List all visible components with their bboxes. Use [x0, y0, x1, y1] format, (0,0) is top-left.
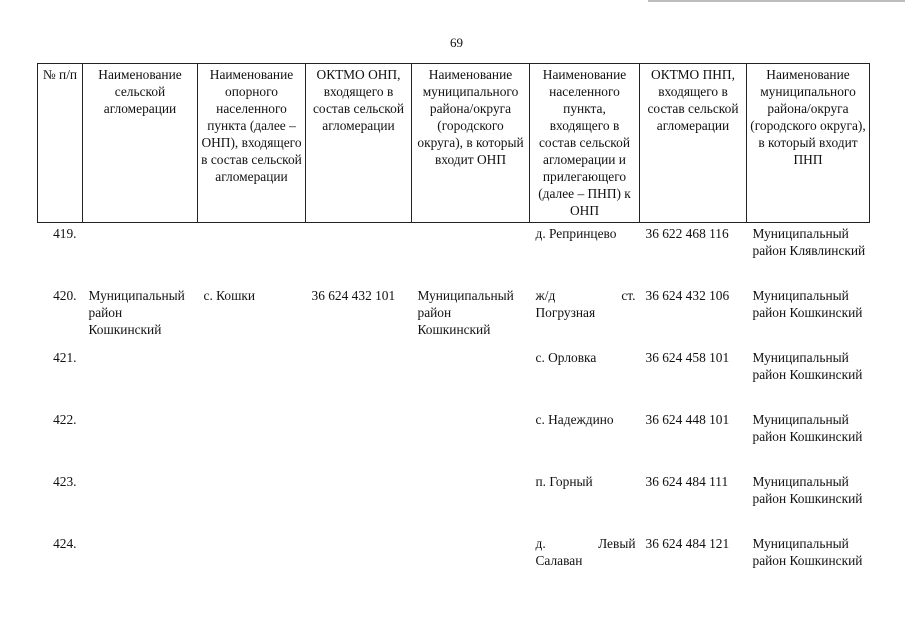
row-number: 423. [53, 474, 77, 489]
onp-name [198, 533, 306, 595]
row-number: 424. [53, 536, 77, 551]
pnp-name: с. Орловка [535, 350, 597, 365]
pnp-oktmo: 36 624 484 121 [645, 536, 730, 551]
pnp-district: Муниципальный район Кошкинский [752, 288, 863, 320]
header-onp-oktmo: ОКТМО ОНП, входящего в состав сельской агломерации [306, 64, 412, 223]
onp-oktmo [306, 347, 412, 409]
pnp-name: с. Надеждино [535, 412, 614, 427]
pnp-name: п. Горный [535, 474, 593, 489]
row-number: 422. [53, 412, 77, 427]
pnp-district: Муниципальный район Кошкинский [752, 412, 863, 444]
onp-name [198, 471, 306, 533]
onp-district [412, 409, 530, 471]
pnp-district: Муниципальный район Кошкинский [752, 350, 863, 382]
row-number: 420. [53, 288, 77, 303]
onp-name [198, 409, 306, 471]
row-number: 419. [53, 226, 77, 241]
header-agglomeration: Наименование сельской агломерации [83, 64, 198, 223]
agglomeration-name [83, 223, 198, 286]
onp-oktmo [306, 223, 412, 286]
agglomeration-name [83, 409, 198, 471]
pnp-district: Муниципальный район Клявлинский [752, 226, 866, 258]
header-pnp-district: Наименование муниципального района/округа (городского округа), в который входит ПНП [747, 64, 870, 223]
page-number: 69 [450, 35, 463, 50]
onp-oktmo: 36 624 432 101 [311, 288, 396, 303]
table-row [38, 347, 870, 409]
agglomeration-name [83, 533, 198, 595]
pnp-district: Муниципальный район Кошкинский [752, 536, 863, 568]
onp-name: с. Кошки [203, 288, 256, 303]
table-row [38, 471, 870, 533]
table-row [38, 533, 870, 595]
table-header-row [38, 64, 870, 223]
row-number: 421. [53, 350, 77, 365]
onp-district [412, 471, 530, 533]
header-pnp: Наименование населенного пункта, входящего в состав сельской агломерации и прилегающего (далее – ПНП) к ОНП [530, 64, 640, 223]
onp-oktmo [306, 409, 412, 471]
header-num: № п/п [38, 64, 83, 223]
table-row [38, 409, 870, 471]
onp-oktmo [306, 471, 412, 533]
onp-oktmo [306, 533, 412, 595]
onp-district [412, 533, 530, 595]
pnp-district: Муниципальный район Кошкинский [752, 474, 863, 506]
agglomeration-table [37, 63, 870, 595]
agglomeration-name [83, 347, 198, 409]
onp-name [198, 223, 306, 286]
table-row [38, 223, 870, 286]
onp-name [198, 347, 306, 409]
header-onp: Наименование опорного населенного пункта (далее – ОНП), входящего в состав сельской агломерации [198, 64, 306, 223]
pnp-name: д. Левый Салаван [535, 536, 636, 568]
onp-district: Муниципальный район Кошкинский [417, 288, 514, 337]
agglomeration-name [83, 471, 198, 533]
pnp-oktmo: 36 624 448 101 [645, 412, 730, 427]
pnp-name: д. Репринцево [535, 226, 617, 241]
pnp-oktmo: 36 624 432 106 [645, 288, 730, 303]
pnp-name: ж/д ст. Погрузная [535, 288, 636, 320]
pnp-oktmo: 36 624 484 111 [645, 474, 729, 489]
pnp-oktmo: 36 622 468 116 [645, 226, 729, 241]
header-onp-district: Наименование муниципального района/округа (городского округа), в который входит ОНП [412, 64, 530, 223]
header-pnp-oktmo: ОКТМО ПНП, входящего в состав сельской агломерации [640, 64, 747, 223]
onp-district [412, 223, 530, 286]
onp-district [412, 347, 530, 409]
table-row [38, 285, 870, 347]
top-rule [648, 0, 905, 2]
agglomeration-name: Муниципальный район Кошкинский [88, 288, 185, 337]
pnp-oktmo: 36 624 458 101 [645, 350, 730, 365]
